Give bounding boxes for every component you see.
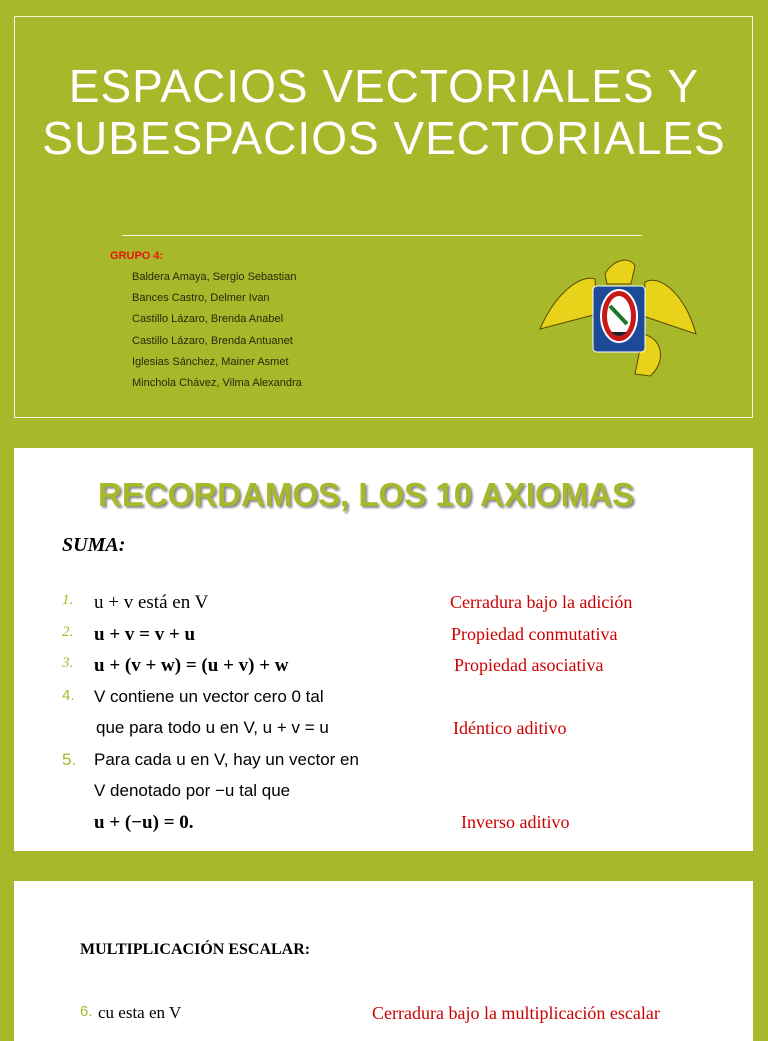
axiom-row: V denotado por −u tal que	[94, 781, 291, 800]
member: Castillo Lázaro, Brenda Anabel	[132, 313, 284, 326]
scalar-multiplication-slide	[14, 881, 753, 1041]
slide-title: ESPACIOS VECTORIALES Y SUBESPACIOS VECTORIALES	[42, 60, 726, 164]
axiom-row: 4. V contiene un vector cero 0 tal	[62, 687, 324, 706]
axiom-row: 3. u + (v + w) = (u + v) + w Propiedad asociativa	[62, 655, 604, 676]
divider	[122, 235, 642, 236]
group-label: GRUPO 4:	[110, 250, 164, 262]
axiom-row: u + (−u) = 0. Inverso aditivo	[94, 812, 570, 833]
member: Iglesias Sánchez, Mainer Asmet	[132, 355, 289, 368]
member: Bances Castro, Delmer Ivan	[132, 292, 270, 305]
axiom-row: que para todo u en V, u + v = u Idéntico aditivo	[96, 718, 567, 738]
member: Castillo Lázaro, Brenda Antuanet	[132, 334, 293, 347]
axiom-row: 1. u + v está en V Cerradura bajo la adición	[62, 592, 633, 613]
member-list	[132, 270, 302, 397]
axiom-row: 6. cu esta en V Cerradura bajo la multiplicación escalar	[80, 1003, 660, 1023]
axioms-heading: RECORDAMOS, LOS 10 AXIOMAS	[98, 476, 635, 513]
axiom-row: 2. u + v = v + u Propiedad conmutativa	[62, 624, 618, 645]
section-suma: SUMA:	[62, 534, 126, 556]
member: Baldera Amaya, Sergio Sebastian	[132, 271, 297, 283]
member: Minchola Chávez, Vilma Alexandra	[132, 376, 302, 389]
university-crest-logo	[535, 254, 701, 380]
section-multiplicacion: MULTIPLICACIÓN ESCALAR:	[80, 941, 311, 958]
axiom-row: 5. Para cada u en V, hay un vector en	[62, 750, 359, 769]
axioms-slide	[14, 448, 753, 851]
